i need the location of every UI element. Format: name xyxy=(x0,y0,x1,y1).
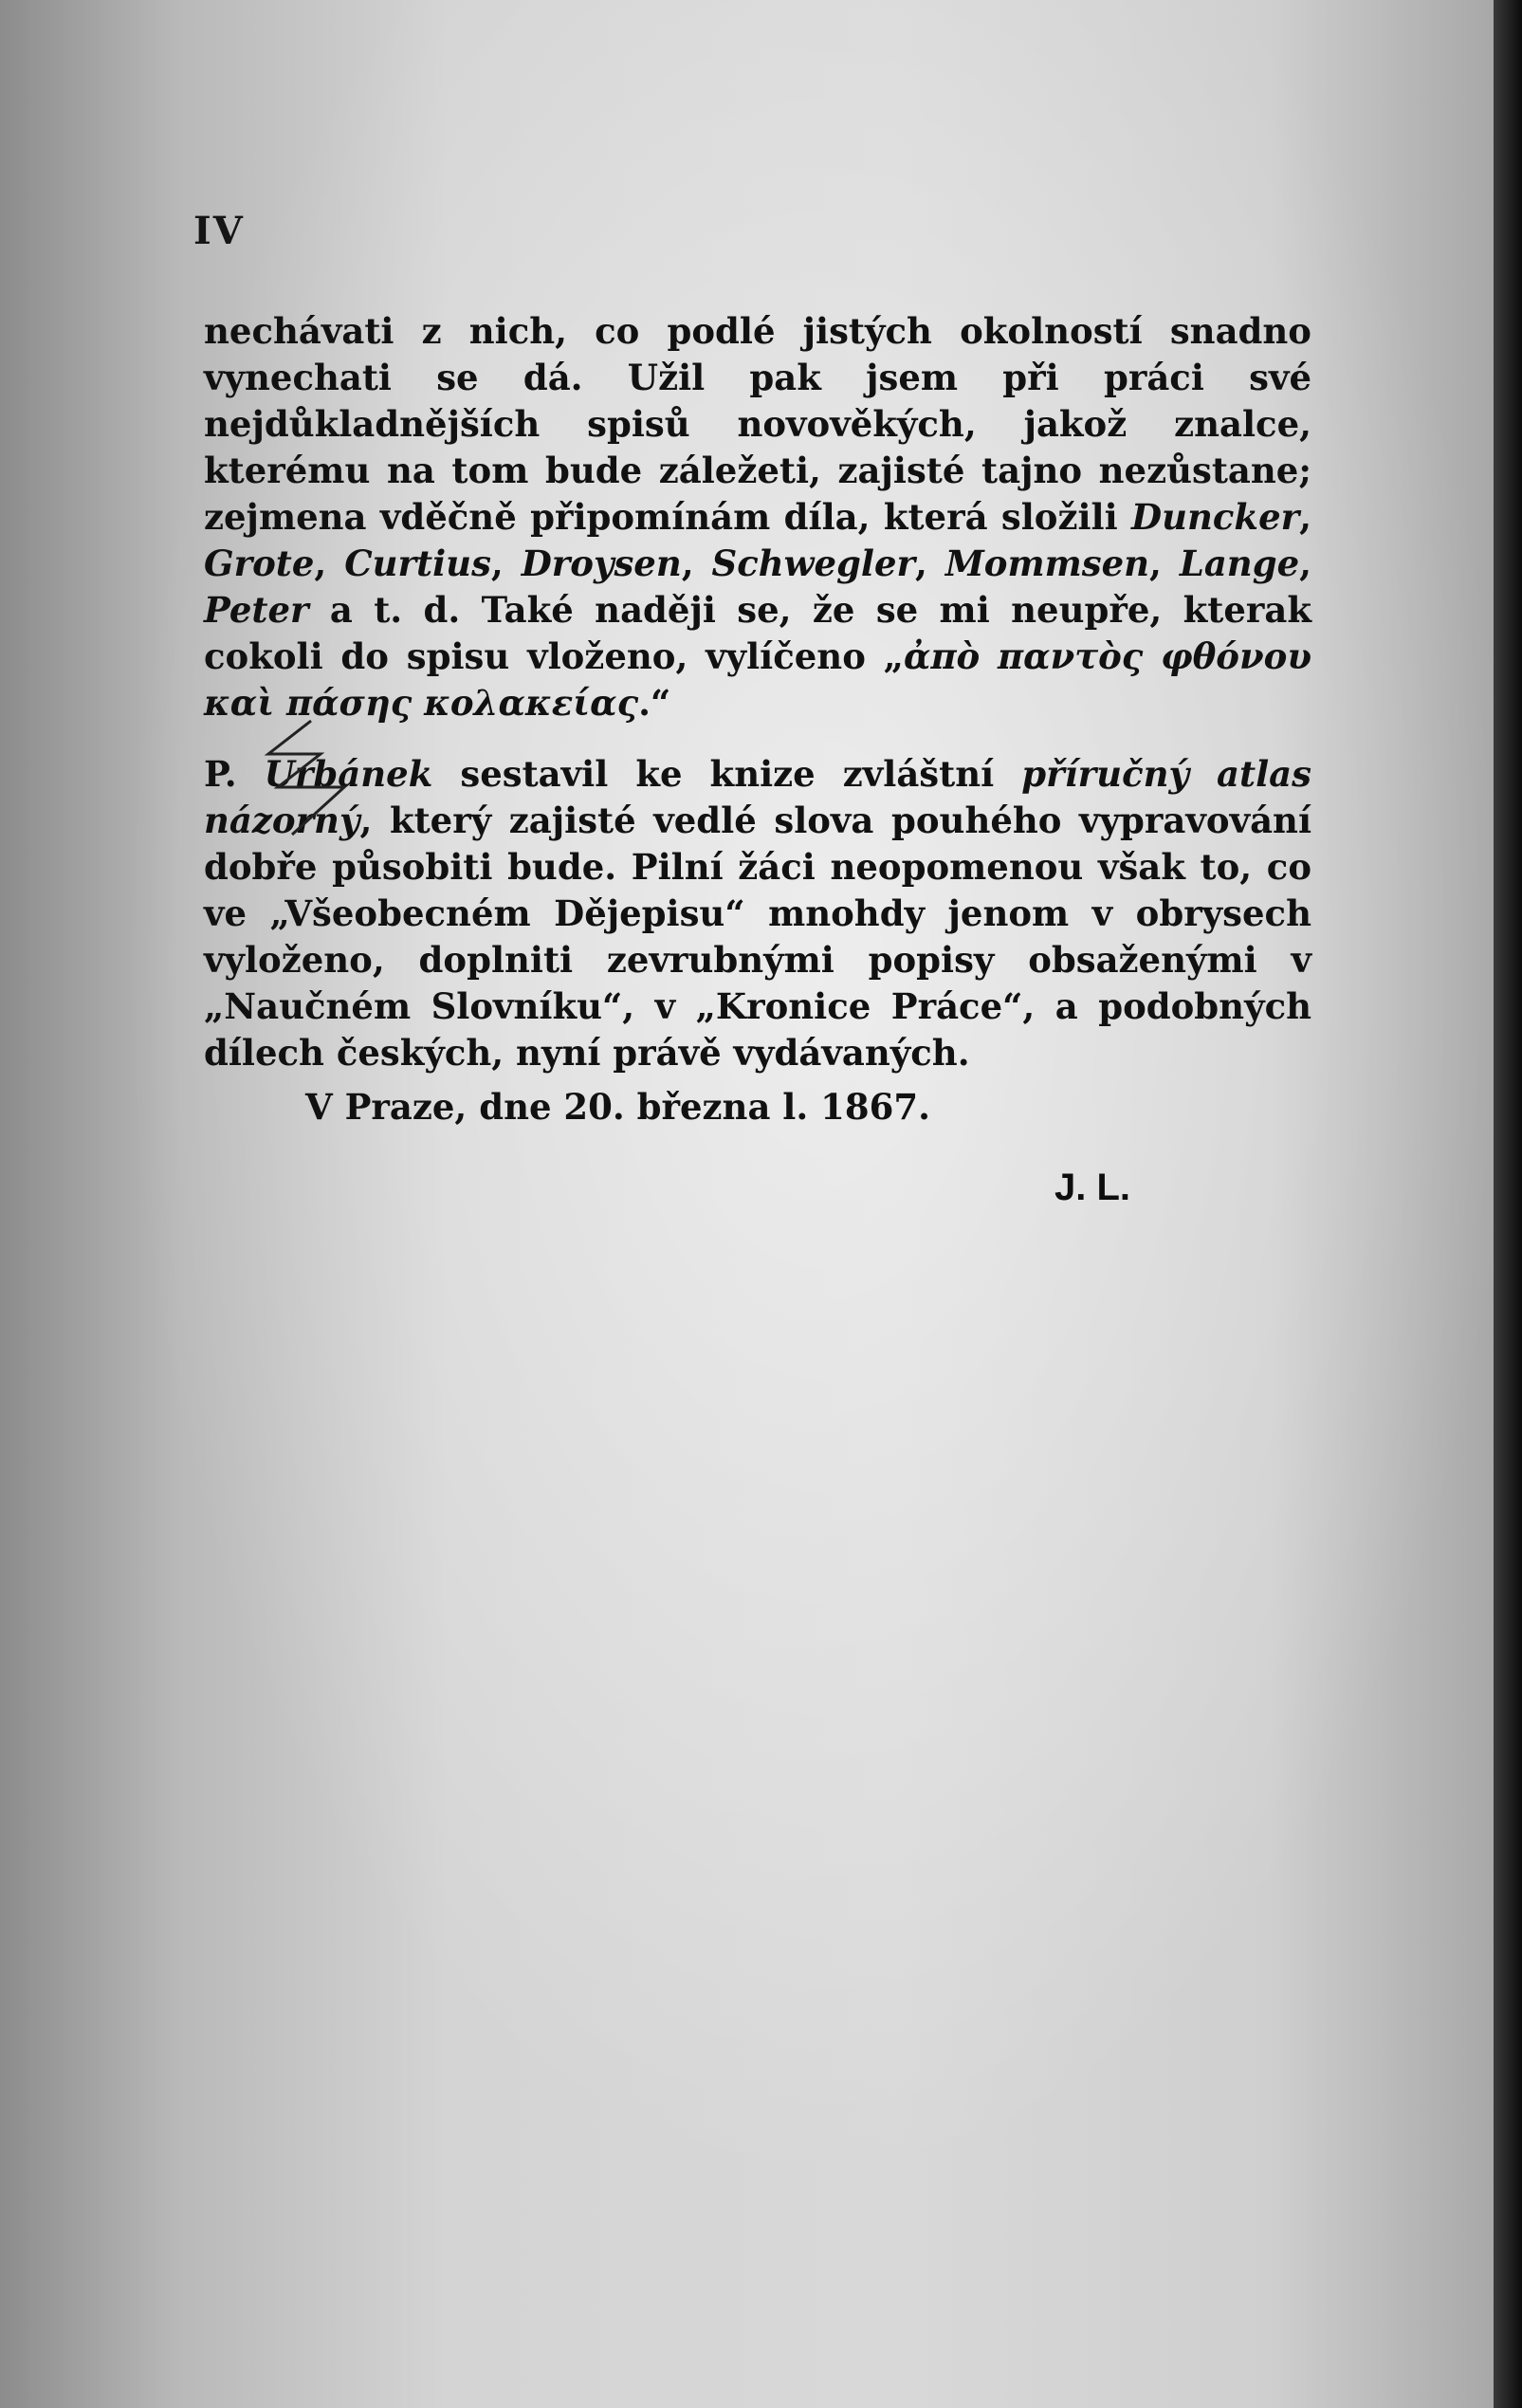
text-run: .“ xyxy=(638,682,671,724)
italic-run: Grote xyxy=(204,542,315,584)
text-run: , xyxy=(314,542,345,584)
text-run: , xyxy=(1299,496,1311,538)
text-run: , xyxy=(1299,542,1312,584)
text-run: , xyxy=(1149,542,1180,584)
italic-run: Urbánek xyxy=(264,753,433,795)
italic-run: příručný atlas názorný xyxy=(204,753,1311,841)
text-run: , xyxy=(490,542,522,584)
text-run: , xyxy=(915,542,945,584)
italic-run: Peter xyxy=(204,589,309,631)
text-run: a t. d. Také naději se, že se mi neupře, kterak cokoli do spisu vloženo, vylíčeno „ xyxy=(204,589,1311,677)
page-number: IV xyxy=(193,209,245,253)
text-run: sestavil ke knize zvláštní xyxy=(432,753,1022,795)
italic-run: Mommsen xyxy=(944,542,1150,584)
italic-run: Schwegler xyxy=(711,542,916,584)
italic-run: Curtius xyxy=(344,542,491,584)
author-initials: J. L. xyxy=(1054,1167,1131,1208)
paragraph-1 xyxy=(204,308,1311,726)
handwritten-check-mark xyxy=(254,716,358,839)
body-text xyxy=(204,308,1311,1076)
page-edge-shadow xyxy=(1494,0,1522,2408)
text-run: nechávati z nich, co podlé jistých okolností snadno vynechati se dá. Užil pak jsem při práci své nejdůkladnějších spisů novověkých, jakož znalce, kterému na tom bude záležeti, zajisté tajno nezůstane; zejmena vděčně připomínám díla, která složili xyxy=(204,310,1311,538)
paragraph-2 xyxy=(204,751,1311,1076)
italic-run: Duncker xyxy=(1131,496,1300,538)
dateline: V Praze, dne 20. března l. 1867. xyxy=(305,1086,930,1128)
text-run: P. xyxy=(204,753,265,795)
italic-run: Lange xyxy=(1179,542,1300,584)
italic-run: Droysen xyxy=(521,542,682,584)
text-run: , který zajisté vedlé slova pouhého vypravování dobře působiti bude. Pilní žáci neopomenou však to, co ve „Všeobecném Dějepisu“ mnohdy jenom v obrysech vyloženo, doplniti zevrubnými popisy obsaženými v „Naučném Slovníku“, v „Kronice Práce“, a podobných dílech českých, nyní právě vydávaných. xyxy=(204,800,1311,1074)
text-run: , xyxy=(681,542,712,584)
italic-run: ἀπὸ παντὸς φθόνου καὶ πάσης κολακείας xyxy=(204,635,1311,724)
